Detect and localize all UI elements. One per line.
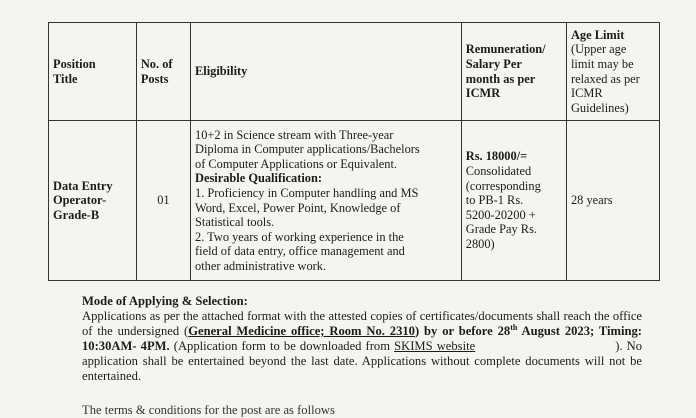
office-location: General Medicine office; Room No. 2310 bbox=[188, 323, 415, 338]
position-text: Grade-B bbox=[53, 207, 100, 222]
remuneration-line: 5200-20200 + bbox=[465, 207, 536, 222]
header-text: month as per bbox=[465, 71, 536, 86]
header-no-of-posts bbox=[136, 23, 190, 121]
age-value: 28 years bbox=[570, 193, 613, 208]
desirable-line: 2. Two years of working experience in the bbox=[195, 229, 404, 244]
header-text: (Upper age bbox=[570, 42, 627, 57]
eligibility-line: of Computer Applications or Equivalent. bbox=[195, 156, 398, 171]
table-row bbox=[49, 121, 660, 281]
header-text: No. of bbox=[140, 56, 173, 71]
position-text: Operator- bbox=[53, 193, 107, 208]
remuneration-line: Grade Pay Rs. bbox=[465, 222, 537, 237]
desirable-line: other administrative work. bbox=[195, 258, 327, 273]
cutoff-line: The terms & conditions for the post are as follows bbox=[82, 403, 335, 417]
header-text: Posts bbox=[140, 71, 169, 86]
header-text: Salary Per bbox=[465, 56, 522, 71]
deadline-date: August 2023; Timing: 10:30AM- 4PM. bbox=[82, 323, 643, 353]
section-heading: Mode of Applying & Selection: bbox=[82, 294, 248, 308]
header-text: Guidelines) bbox=[570, 100, 629, 115]
remuneration-line: Consolidated bbox=[465, 164, 532, 179]
cell-age bbox=[566, 121, 659, 281]
eligibility-line: 10+2 in Science stream with Three-year bbox=[195, 127, 394, 142]
header-text: Eligibility bbox=[195, 64, 248, 79]
cell-position bbox=[49, 121, 137, 281]
remuneration-line: (corresponding bbox=[465, 178, 541, 193]
mode-paragraph bbox=[82, 309, 642, 384]
table-header-row bbox=[49, 23, 660, 121]
date-superscript: th bbox=[510, 322, 518, 332]
header-position-title bbox=[49, 23, 137, 121]
skims-website-link[interactable]: SKIMS website bbox=[394, 338, 476, 353]
cell-remuneration bbox=[461, 121, 566, 281]
desirable-heading: Desirable Qualification: bbox=[195, 171, 322, 186]
post-details-table bbox=[48, 22, 660, 281]
header-text: ICMR bbox=[465, 86, 501, 101]
header-text: relaxed as per bbox=[570, 71, 640, 86]
header-age-limit bbox=[566, 23, 659, 121]
paragraph-text: (Application form to be downloaded from bbox=[169, 338, 395, 353]
deadline-text: ) by or before 28 bbox=[414, 323, 511, 338]
eligibility-line: Diploma in Computer applications/Bachelors bbox=[195, 142, 420, 157]
desirable-line: 1. Proficiency in Computer handling and MS bbox=[195, 185, 419, 200]
cell-eligibility bbox=[191, 121, 462, 281]
paragraph-text: Applications as per the attached format with the attested copies of certificates/documents shall reach the office of the undersigned ( bbox=[82, 308, 642, 338]
header-text: ICMR bbox=[570, 86, 603, 101]
desirable-line: Statistical tools. bbox=[195, 215, 275, 230]
desirable-line: Word, Excel, Power Point, Knowledge of bbox=[195, 200, 401, 215]
header-text: limit may be bbox=[570, 56, 634, 71]
posts-count: 01 bbox=[157, 193, 170, 208]
header-text: Age Limit bbox=[570, 27, 625, 42]
paragraph-text: ). No application shall be entertained beyond the last date. Applications without complete documents will not be entertained. bbox=[82, 338, 643, 383]
header-remuneration bbox=[461, 23, 566, 121]
remuneration-line: 2800) bbox=[465, 236, 495, 251]
header-text: Position bbox=[53, 56, 96, 71]
remuneration-line: to PB-1 Rs. bbox=[465, 193, 524, 208]
remuneration-amount: Rs. 18000/= bbox=[465, 149, 528, 164]
mode-of-applying-section bbox=[82, 294, 642, 383]
position-text: Data Entry bbox=[53, 178, 113, 193]
header-text: Title bbox=[53, 71, 78, 86]
header-eligibility bbox=[191, 23, 462, 121]
desirable-line: field of data entry, office management and bbox=[195, 244, 405, 259]
header-text: Remuneration/ bbox=[465, 42, 546, 57]
cell-posts bbox=[136, 121, 190, 281]
